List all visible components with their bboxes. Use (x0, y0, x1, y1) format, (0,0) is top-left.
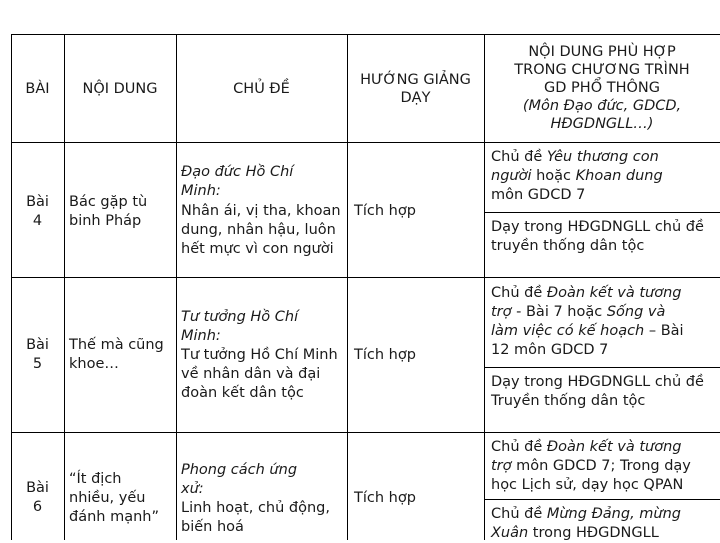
row3-chu-de-title: Phong cách ứng xử: (181, 462, 298, 497)
header-huong-giang-day: HƯỚNG GIẢNG DẠY (360, 72, 471, 106)
row1-huong: Tích hợp (354, 203, 416, 219)
header-chu-de: CHỦ ĐỀ (233, 81, 290, 97)
row1-noi-dung: Bác gặp tù binh Pháp (69, 194, 148, 229)
header-bai: BÀI (25, 81, 50, 97)
row3-bai: Bài 6 (26, 480, 49, 515)
header-noi-dung-phu-hop-note: (Môn Đạo đức, GDCD, HĐGDNGLL…) (522, 98, 682, 132)
row2-chu-de-title: Tư tưởng Hồ Chí Minh: (181, 309, 299, 344)
row1-phu-hop-2: Dạy trong HĐGDNGLL chủ đề truyền thống dân tộc (491, 219, 704, 254)
row2-bai: Bài 5 (26, 337, 49, 372)
row2-chu-de-body: Tư tưởng Hồ Chí Minh về nhân dân và đại đoàn kết dân tộc (181, 347, 338, 401)
row1-chu-de-body: Nhân ái, vị tha, khoan dung, nhân hậu, luôn hết mực vì con người (181, 203, 341, 257)
row3-noi-dung: “Ít địch nhiều, yếu đánh mạnh” (69, 471, 159, 525)
row3-phu-hop-1: Chủ đề Đoàn kết và tương trợ môn GDCD 7; Trong dạy học Lịch sử, dạy học QPAN (491, 439, 691, 493)
row3-phu-hop-2: Chủ đề Mừng Đảng, mừng Xuân trong HĐGDNGLL (491, 506, 682, 541)
row2-phu-hop-2: Dạy trong HĐGDNGLL chủ đề Truyền thống dân tộc (491, 374, 704, 409)
header-noi-dung-phu-hop: NỘI DUNG PHÙ HỢP TRONG CHƯƠNG TRÌNH GD PHỔ THÔNG (514, 44, 690, 96)
row3-chu-de-body: Linh hoạt, chủ động, biến hoá (181, 500, 330, 535)
row3-huong: Tích hợp (354, 490, 416, 506)
row1-phu-hop-1: Chủ đề Yêu thương con người hoặc Khoan dung môn GDCD 7 (491, 149, 663, 203)
row1-chu-de-title: Đạo đức Hồ Chí Minh: (181, 164, 294, 199)
row2-huong: Tích hợp (354, 347, 416, 363)
row2-noi-dung: Thế mà cũng khoe… (69, 337, 164, 372)
header-noi-dung: NỘI DUNG (82, 81, 158, 97)
row2-phu-hop-1: Chủ đề Đoàn kết và tương trợ - Bài 7 hoặc Sống và làm việc có kế hoạch – Bài 12 môn GDCD 7 (491, 285, 684, 358)
row1-bai: Bài 4 (26, 194, 49, 229)
